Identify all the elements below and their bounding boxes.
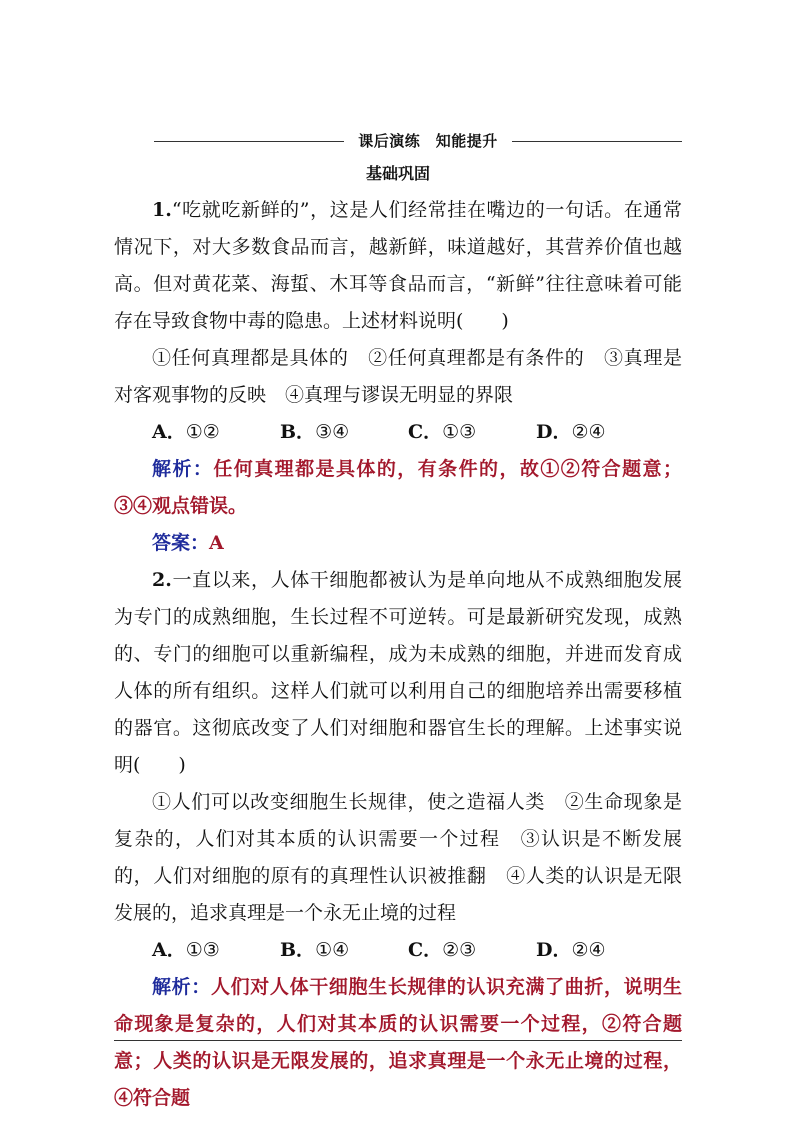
question-1	[114, 192, 682, 562]
question-2-stem	[114, 562, 682, 784]
option-d: D．②④	[536, 939, 606, 961]
answer-label: 答案：	[152, 532, 210, 554]
question-1-answer	[114, 525, 682, 562]
page-header	[114, 128, 682, 154]
answer-value: A	[209, 532, 224, 554]
option-c: C．①③	[408, 421, 477, 443]
option-a: A．①③	[152, 939, 220, 961]
header-rule-left	[154, 141, 344, 142]
analysis-label: 解析：	[152, 458, 214, 480]
option-d: D．②④	[536, 421, 606, 443]
header-title: 课后演练 知能提升	[358, 132, 498, 150]
question-2-options	[114, 932, 682, 969]
question-1-stem	[114, 192, 682, 340]
section-title: 基础巩固	[365, 164, 430, 183]
question-2-statements: ①人们可以改变细胞生长规律，使之造福人类 ②生命现象是复杂的，人们对其本质的认识需要一个过程 ③认识是不断发展的，人们对细胞的原有的真理性认识被推翻 ④人类的认识是无限发展的，追求真理是一个永无止境的过程	[114, 791, 682, 924]
option-b: B．③④	[280, 421, 350, 443]
question-number: 1.	[152, 199, 172, 221]
option-c: C．②③	[408, 939, 477, 961]
question-text: “吃就吃新鲜的”，这是人们经常挂在嘴边的一句话。在通常情况下，对大多数食品而言，越新鲜，味道越好，其营养价值也越高。但对黄花菜、海蜇、木耳等食品而言，“新鲜”往往意味着可能存在导致食物中毒的隐患。上述材料说明( )	[114, 199, 682, 332]
question-number: 2.	[152, 569, 172, 591]
analysis-text: 任何真理都是具体的，有条件的，故①②符合题意；③④观点错误。	[114, 458, 682, 517]
analysis-label: 解析：	[152, 976, 211, 998]
question-2-analysis	[114, 969, 682, 1117]
option-a: A．①②	[152, 421, 220, 443]
question-1-statements: ①任何真理都是具体的 ②任何真理都是有条件的 ③真理是对客观事物的反映 ④真理与谬误无明显的界限	[114, 347, 682, 406]
question-text: 一直以来，人体干细胞都被认为是单向地从不成熟细胞发展为专门的成熟细胞，生长过程不可逆转。可是最新研究发现，成熟的、专门的细胞可以重新编程，成为未成熟的细胞，并进而发育成人体的所有组织。这样人们就可以利用自己的细胞培养出需要移植的器官。这彻底改变了人们对细胞和器官生长的理解。上述事实说明( )	[114, 569, 682, 776]
question-1-analysis	[114, 451, 682, 525]
question-2	[114, 562, 682, 1117]
document-content	[114, 128, 682, 1117]
option-b: B．①④	[280, 939, 350, 961]
analysis-text: 人们对人体干细胞生长规律的认识充满了曲折，说明生命现象是复杂的，人们对其本质的认识需要一个过程，②符合题意；人类的认识是无限发展的，追求真理是一个永无止境的过程，④符合题	[114, 976, 682, 1109]
header-rule-right	[512, 141, 682, 142]
footer-rule	[114, 1040, 682, 1041]
question-1-options	[114, 414, 682, 451]
